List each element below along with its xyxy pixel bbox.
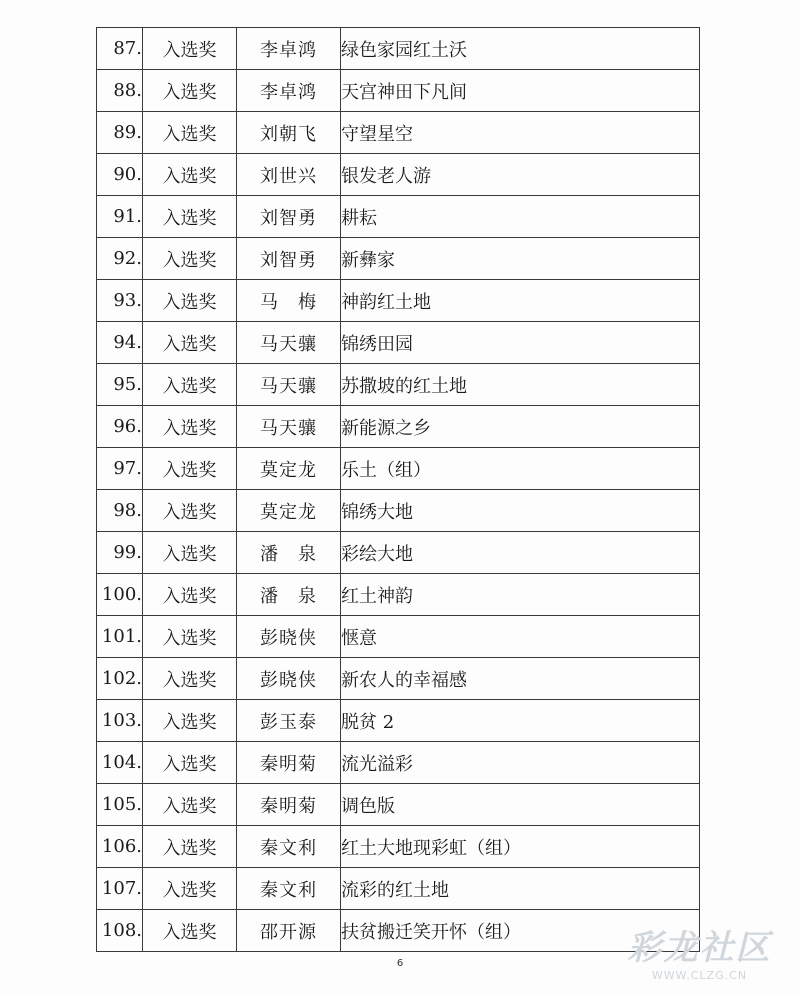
entry-number-cell: 97.: [97, 448, 143, 490]
table-row: [97, 196, 700, 238]
table-row: [97, 322, 700, 364]
entry-number-cell: 106.: [97, 826, 143, 868]
prize-cell: 入选奖: [143, 28, 237, 70]
prize-cell: 入选奖: [143, 742, 237, 784]
entry-number-cell: 99.: [97, 532, 143, 574]
table-row: [97, 406, 700, 448]
author-cell: 秦文利: [237, 826, 341, 868]
work-title-cell: 新彝家: [341, 238, 700, 280]
work-title-cell: 红土大地现彩虹（组）: [341, 826, 700, 868]
prize-cell: 入选奖: [143, 658, 237, 700]
table-row: [97, 154, 700, 196]
entry-number-cell: 108.: [97, 910, 143, 952]
prize-cell: 入选奖: [143, 280, 237, 322]
entry-number-cell: 96.: [97, 406, 143, 448]
award-table-body: [97, 28, 700, 952]
prize-cell: 入选奖: [143, 112, 237, 154]
entry-number-cell: 104.: [97, 742, 143, 784]
watermark-url: WWW.CLZG.CN: [651, 969, 748, 982]
work-title-cell: 苏撒坡的红土地: [341, 364, 700, 406]
prize-cell: 入选奖: [143, 700, 237, 742]
prize-cell: 入选奖: [143, 448, 237, 490]
entry-number-cell: 107.: [97, 868, 143, 910]
work-title-cell: 乐土（组）: [341, 448, 700, 490]
entry-number-cell: 91.: [97, 196, 143, 238]
prize-cell: 入选奖: [143, 196, 237, 238]
table-row: [97, 532, 700, 574]
entry-number-cell: 105.: [97, 784, 143, 826]
prize-cell: 入选奖: [143, 154, 237, 196]
author-cell: 莫定龙: [237, 448, 341, 490]
author-cell: 潘 泉: [237, 532, 341, 574]
author-cell: 邵开源: [237, 910, 341, 952]
entry-number-cell: 94.: [97, 322, 143, 364]
work-title-cell: 神韵红土地: [341, 280, 700, 322]
author-cell: 刘智勇: [237, 238, 341, 280]
table-row: [97, 280, 700, 322]
table-row: [97, 826, 700, 868]
author-cell: 彭晓侠: [237, 658, 341, 700]
author-cell: 秦文利: [237, 868, 341, 910]
work-title-cell: 流彩的红土地: [341, 868, 700, 910]
table-row: [97, 784, 700, 826]
entry-number-cell: 102.: [97, 658, 143, 700]
entry-number-cell: 95.: [97, 364, 143, 406]
table-row: [97, 616, 700, 658]
work-title-cell: 绿色家园红土沃: [341, 28, 700, 70]
entry-number-cell: 92.: [97, 238, 143, 280]
page-number: 6: [396, 958, 404, 969]
table-row: [97, 490, 700, 532]
author-cell: 李卓鸿: [237, 70, 341, 112]
work-title-cell: 调色版: [341, 784, 700, 826]
prize-cell: 入选奖: [143, 910, 237, 952]
table-row: [97, 868, 700, 910]
table-row: [97, 910, 700, 952]
work-title-cell: 彩绘大地: [341, 532, 700, 574]
prize-cell: 入选奖: [143, 868, 237, 910]
table-row: [97, 112, 700, 154]
work-title-cell: 流光溢彩: [341, 742, 700, 784]
work-title-cell: 红土神韵: [341, 574, 700, 616]
work-title-cell: 天宫神田下凡间: [341, 70, 700, 112]
entry-number-cell: 90.: [97, 154, 143, 196]
prize-cell: 入选奖: [143, 532, 237, 574]
work-title-cell: 新农人的幸福感: [341, 658, 700, 700]
work-title-cell: 银发老人游: [341, 154, 700, 196]
entry-number-cell: 100.: [97, 574, 143, 616]
entry-number-cell: 88.: [97, 70, 143, 112]
table-row: [97, 28, 700, 70]
entry-number-cell: 89.: [97, 112, 143, 154]
author-cell: 彭玉泰: [237, 700, 341, 742]
table-row: [97, 742, 700, 784]
prize-cell: 入选奖: [143, 322, 237, 364]
prize-cell: 入选奖: [143, 406, 237, 448]
table-row: [97, 700, 700, 742]
entry-number-cell: 87.: [97, 28, 143, 70]
prize-cell: 入选奖: [143, 238, 237, 280]
table-row: [97, 70, 700, 112]
author-cell: 刘世兴: [237, 154, 341, 196]
table-row: [97, 448, 700, 490]
author-cell: 秦明菊: [237, 742, 341, 784]
author-cell: 刘智勇: [237, 196, 341, 238]
prize-cell: 入选奖: [143, 364, 237, 406]
work-title-cell: 守望星空: [341, 112, 700, 154]
table-row: [97, 574, 700, 616]
prize-cell: 入选奖: [143, 574, 237, 616]
prize-cell: 入选奖: [143, 616, 237, 658]
prize-cell: 入选奖: [143, 70, 237, 112]
entry-number-cell: 98.: [97, 490, 143, 532]
entry-number-cell: 101.: [97, 616, 143, 658]
watermark-logo-text: 彩龙社区: [627, 928, 772, 968]
author-cell: 莫定龙: [237, 490, 341, 532]
work-title-cell: 锦绣田园: [341, 322, 700, 364]
prize-cell: 入选奖: [143, 826, 237, 868]
site-watermark: [617, 920, 782, 982]
work-title-cell: 扶贫搬迁笑开怀（组）: [341, 910, 700, 952]
author-cell: 刘朝飞: [237, 112, 341, 154]
prize-cell: 入选奖: [143, 490, 237, 532]
table-row: [97, 658, 700, 700]
entry-number-cell: 103.: [97, 700, 143, 742]
work-title-cell: 脱贫 2: [341, 700, 700, 742]
author-cell: 马天骧: [237, 406, 341, 448]
author-cell: 马天骧: [237, 322, 341, 364]
author-cell: 马 梅: [237, 280, 341, 322]
work-title-cell: 新能源之乡: [341, 406, 700, 448]
table-row: [97, 364, 700, 406]
author-cell: 秦明菊: [237, 784, 341, 826]
prize-cell: 入选奖: [143, 784, 237, 826]
author-cell: 潘 泉: [237, 574, 341, 616]
author-cell: 彭晓侠: [237, 616, 341, 658]
work-title-cell: 惬意: [341, 616, 700, 658]
author-cell: 马天骧: [237, 364, 341, 406]
entry-number-cell: 93.: [97, 280, 143, 322]
work-title-cell: 耕耘: [341, 196, 700, 238]
award-table: [96, 27, 700, 952]
table-row: [97, 238, 700, 280]
author-cell: 李卓鸿: [237, 28, 341, 70]
work-title-cell: 锦绣大地: [341, 490, 700, 532]
